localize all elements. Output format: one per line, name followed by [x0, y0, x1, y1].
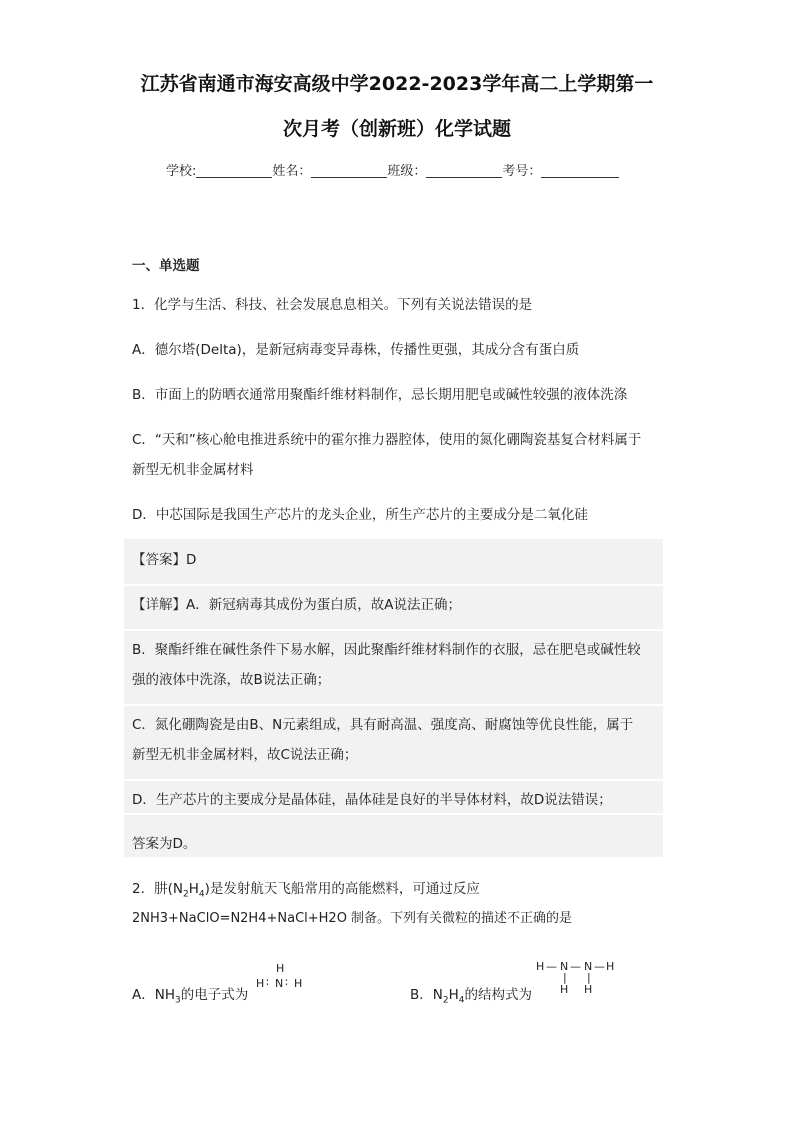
- q2-a-pre: A．NH: [132, 987, 175, 1003]
- title-line-2: 次月考（创新班）化学试题: [282, 118, 511, 140]
- q1-analysis-c-line1: C．氮化硼陶瓷是由B、N元素组成，具有耐高温、强度高、耐腐蚀等优良性能，属于: [132, 717, 634, 733]
- q2-option-b: [410, 983, 532, 1006]
- q2-b-sub: 2: [442, 995, 449, 1006]
- exam-no-label: 考号：: [502, 164, 542, 179]
- q2-option-a: [132, 983, 248, 1006]
- atom-h: H: [294, 977, 303, 990]
- name-label: 姓名：: [272, 164, 312, 179]
- bond: |: [563, 971, 567, 984]
- q1-option-c-line2: 新型无机非金属材料: [132, 462, 254, 478]
- school-blank[interactable]: [196, 163, 272, 178]
- q2-b-pre: B．N: [410, 987, 443, 1003]
- student-info-row: [166, 160, 619, 179]
- q2-stem-pre: 2．肼(N: [132, 881, 183, 897]
- q1-stem: 1．化学与生活、科技、社会发展息息相关。下列有关说法错误的是: [132, 297, 533, 313]
- q1-option-c-line1: C．“天和”核心舱电推进系统中的霍尔推力器腔体，使用的氮化硼陶瓷基复合材料属于: [132, 432, 642, 448]
- q2-stem-post: )是发射航天飞船常用的高能燃料，可通过反应: [204, 881, 480, 897]
- atom-h: H: [606, 960, 615, 973]
- q1-option-d: D．中芯国际是我国生产芯片的龙头企业，所生产芯片的主要成分是二氧化硅: [132, 507, 588, 523]
- class-blank[interactable]: [426, 163, 502, 178]
- answer-divider: [124, 584, 663, 586]
- answer-divider: [124, 779, 663, 781]
- bond: —: [594, 960, 605, 973]
- q2-a-sub: 3: [175, 995, 181, 1006]
- q1-answer: 【答案】D: [132, 552, 197, 568]
- atom-h: H: [256, 977, 265, 990]
- q1-analysis-b-line1: B．聚酯纤维在碱性条件下易水解，因此聚酯纤维材料制作的衣服，忌在肥皂或碱性较: [132, 642, 641, 658]
- q1-analysis-d: D．生产芯片的主要成分是晶体硅，晶体硅是良好的半导体材料，故D说法错误；: [132, 792, 612, 808]
- q2-stem-sub: 4: [198, 889, 205, 900]
- section-heading: 一、单选题: [132, 258, 200, 274]
- atom-n: N: [584, 960, 593, 973]
- q2-stem-sub: 2: [182, 889, 189, 900]
- q1-option-b: B．市面上的防晒衣通常用聚酯纤维材料制作，忌长期用肥皂或碱性较强的液体洗涤: [132, 387, 628, 403]
- q1-analysis-a: 【详解】A．新冠病毒其成份为蛋白质，故A说法正确；: [132, 597, 461, 613]
- title-line-1: 江苏省南通市海安高级中学2022-2023学年高二上学期第一: [140, 73, 654, 95]
- bond: |: [587, 971, 591, 984]
- q2-stem-mid: H: [188, 881, 199, 897]
- class-label: 班级：: [387, 164, 427, 179]
- q1-analysis-b-line2: 强的液体中洗涤，故B说法正确；: [132, 672, 331, 688]
- answer-divider: [124, 813, 663, 815]
- atom-h: H: [536, 960, 545, 973]
- school-label: 学校:: [166, 164, 197, 179]
- q2-b-post: 的结构式为: [464, 987, 532, 1003]
- atom-h: H: [584, 983, 593, 996]
- bond: —: [570, 960, 581, 973]
- q2-b-mid: H: [448, 987, 459, 1003]
- atom-n: N: [560, 960, 569, 973]
- bond: —: [546, 960, 557, 973]
- answer-box: [124, 539, 663, 857]
- q2-stem: [132, 877, 480, 900]
- q1-conclusion: 答案为D。: [132, 836, 197, 852]
- q1-analysis-c-line2: 新型无机非金属材料，故C说法正确；: [132, 747, 358, 763]
- q1-option-a: A．德尔塔(Delta)，是新冠病毒变异毒株，传播性更强，其成分含有蛋白质: [132, 342, 580, 358]
- electron-pair: ∶: [285, 976, 288, 989]
- answer-divider: [124, 629, 663, 631]
- q2-a-post: 的电子式为: [180, 987, 249, 1003]
- q2-b-sub: 4: [458, 995, 465, 1006]
- electron-pair: ∶: [266, 976, 269, 989]
- atom-h: H: [276, 962, 285, 975]
- name-blank[interactable]: [311, 163, 387, 178]
- exam-no-blank[interactable]: [541, 163, 619, 178]
- answer-divider: [124, 704, 663, 706]
- atom-n: N: [275, 977, 284, 990]
- atom-h: H: [560, 983, 569, 996]
- q2-equation: 2NH3+NaClO=N2H4+NaCl+H2O 制备。下列有关微粒的描述不正确的是: [132, 911, 573, 926]
